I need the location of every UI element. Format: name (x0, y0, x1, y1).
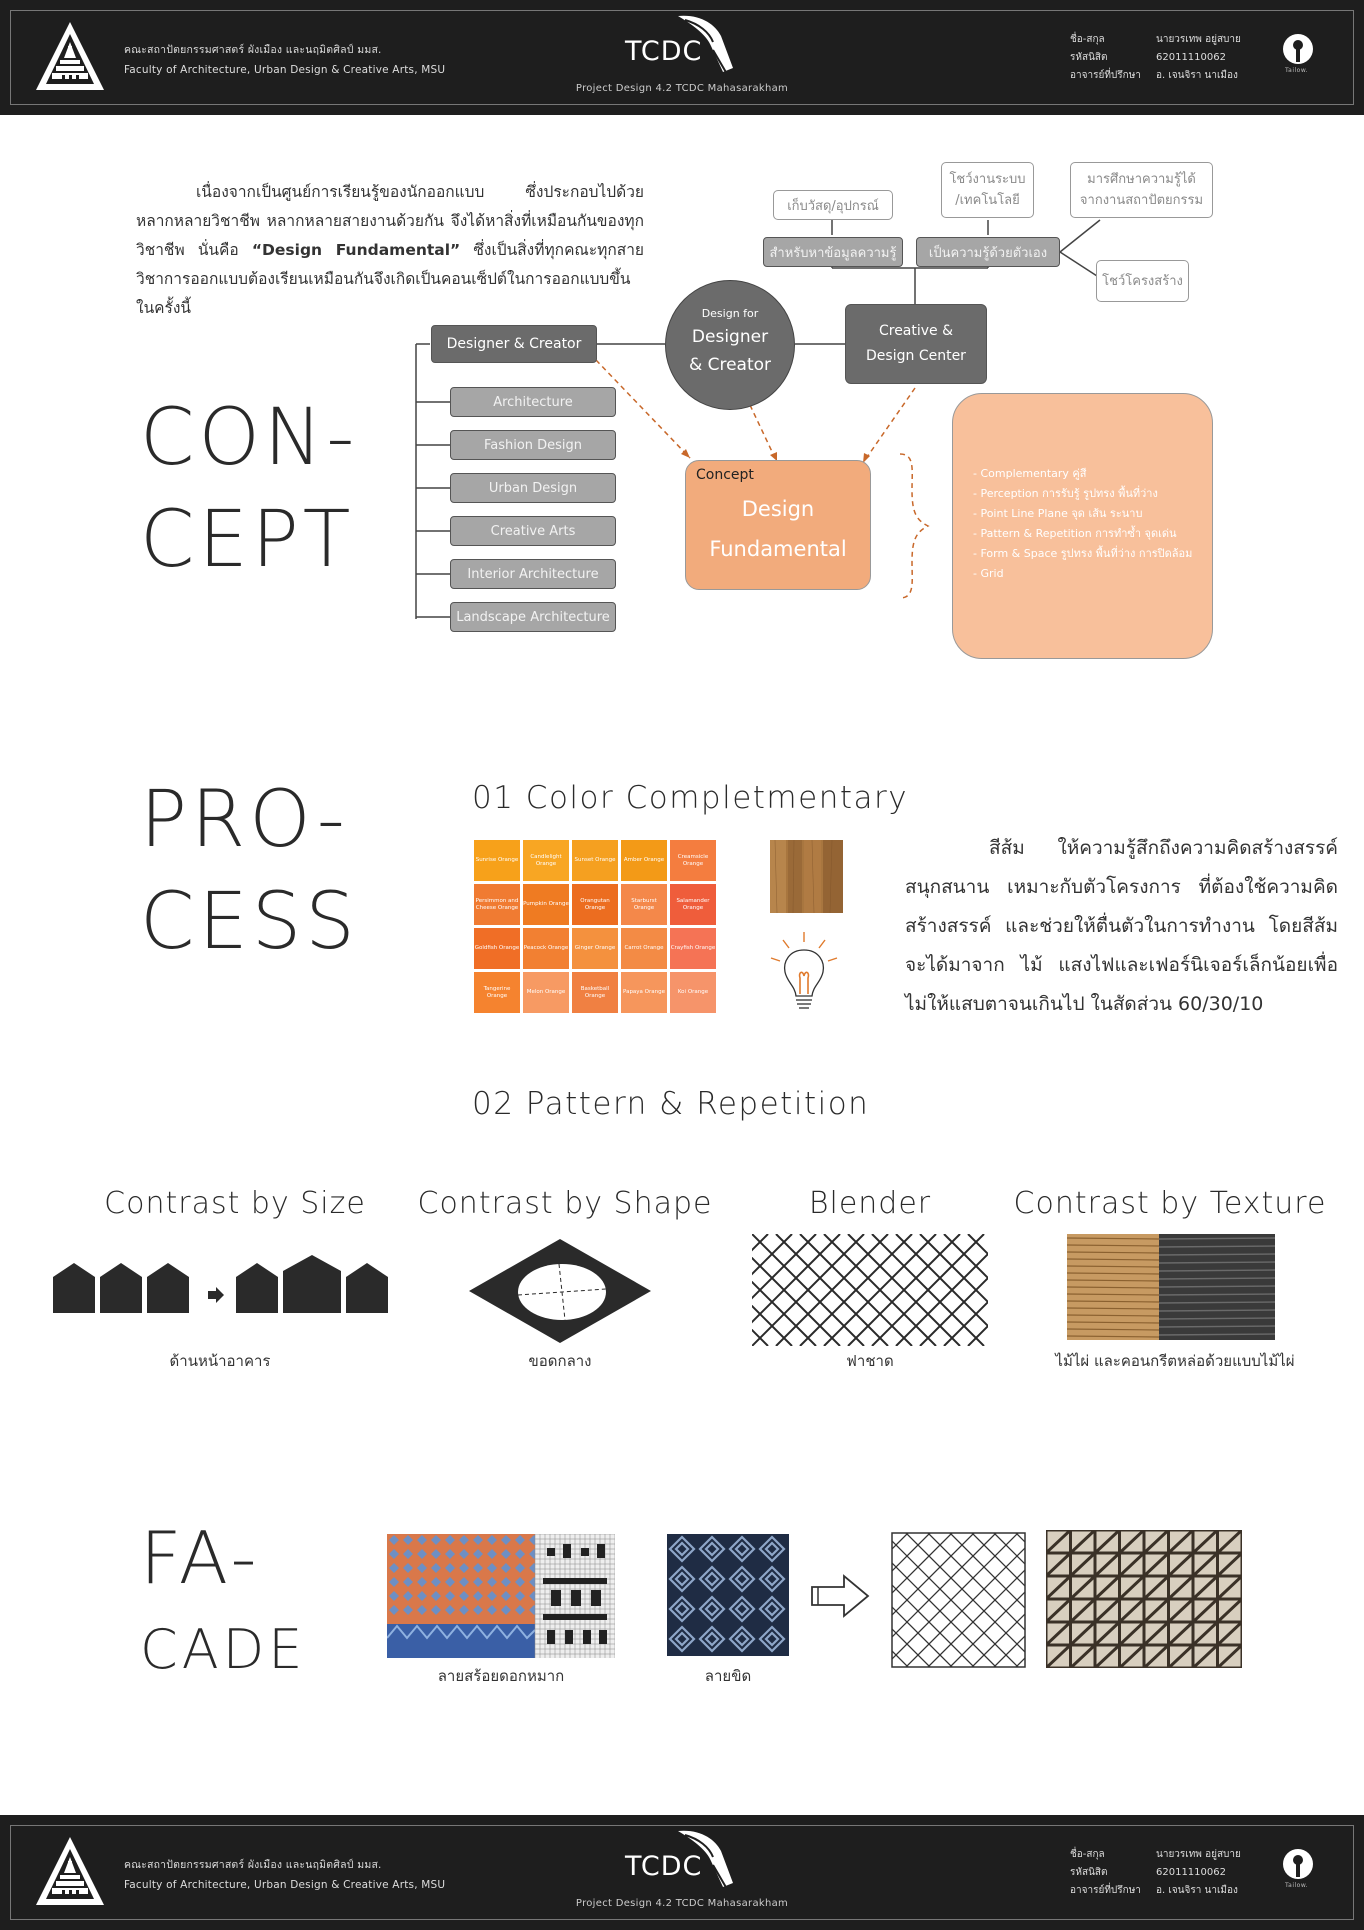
gray-box-materials: เก็บวัสดุ/อุปกรณ์ (773, 190, 893, 220)
color-swatch: Tangerine Orange (474, 972, 520, 1013)
tcdc-brand: TCDC (625, 36, 703, 67)
color-swatch: Starburst Orange (621, 884, 667, 925)
pattern-title-blender: Blender (808, 1186, 932, 1221)
pattern-title-texture: Contrast by Texture (1013, 1186, 1327, 1221)
color-swatch: Sunset Orange (572, 840, 618, 881)
faculty-name-en: Faculty of Architecture, Urban Design & Creative Arts, MSU (124, 1879, 446, 1891)
diamond-shape-icon (467, 1237, 653, 1345)
gray-box-selflearn: เป็นความรู้ด้วยตัวเอง (916, 237, 1060, 267)
designer-creator-box: Designer & Creator (431, 325, 597, 363)
info-value: อ. เจนจิรา นาเมือง (1156, 70, 1238, 81)
concept-title-2: CEPT (140, 495, 355, 585)
fund-item: - Perception การรับรู้ รูปทรง พื้นที่ว่าง (973, 487, 1158, 500)
project-title: Project Design 4.2 TCDC Mahasarakham (575, 1898, 789, 1909)
color-swatch: Goldfish Orange (474, 928, 520, 969)
concept-line-2: Fundamental (709, 537, 847, 561)
sroi-dok-mak-pattern-image (387, 1534, 615, 1658)
faculty-name-th: คณะสถาปัตยกรรมศาสตร์ ผังเมือง และนฤมิตศิลป์ มมส. (124, 44, 382, 56)
creative-line-1: Creative & (878, 323, 954, 339)
color-swatch: Sunrise Orange (474, 840, 520, 881)
intro-text-2: ซึ่งเป็นสิ่งที่ทุกคณะทุกสายวิชาการออกแบบต้องเรียนเหมือนกันจึงเกิดเป็นคอนเซ็ปต์ในการออกแบบขึ้นในครั้งนี้ (136, 241, 644, 317)
faculty-name (124, 1855, 445, 1895)
lattice-facade-icon (891, 1532, 1026, 1668)
footer-band (0, 1815, 1364, 1930)
color-swatch: Peacock Orange (523, 928, 569, 969)
info-key: อาจารย์ที่ปรึกษา (1070, 1885, 1141, 1896)
outline-tech-2: /เทคโนโลยี (955, 193, 1020, 208)
faculty-logo-icon (32, 1833, 108, 1909)
pin-logo-word: Tailow. (1285, 67, 1309, 74)
concept-design-fundamental-box (685, 460, 871, 590)
color-swatch: Pumpkin Orange (523, 884, 569, 925)
outline-tech-1: โชว์งานระบบ (949, 172, 1026, 187)
fund-item: - Point Line Plane จุด เส้น ระนาบ (973, 507, 1143, 520)
concept-title-1: CON- (140, 393, 359, 483)
caption-sroi: ลายสร้อยดอกหมาก (437, 1667, 565, 1685)
circle-small-text: Design for (701, 307, 759, 320)
major-fashion-design: Fashion Design (450, 430, 616, 460)
color-swatch: Carrot Orange (621, 928, 667, 969)
facade-title-1: FA- (140, 1516, 261, 1600)
houses-size-icon (50, 1255, 392, 1315)
color-swatch: Basketball Orange (572, 972, 618, 1013)
color-swatch: Candlelight Orange (523, 840, 569, 881)
pattern-title-shape: Contrast by Shape (417, 1186, 713, 1221)
lai-khit-pattern-image (667, 1534, 789, 1656)
fund-item: - Complementary คู่สี (973, 467, 1087, 480)
process-title-2: CESS (140, 877, 359, 967)
outline-study-1: มารศึกษาความรู้ได้ (1087, 172, 1196, 187)
color-description-text: สีส้ม ให้ความรู้สึกถึงความคิดสร้างสรรค์ สนุกสนาน เหมาะกับตัวโครงการ ที่ต้องใช้ความคิดสร้างสรรค์ และช่วยให้ตื่นตัวในการทำงาน โดยสีส้มจะได้มาจาก ไม้ แสงไฟและเฟอร์นิเจอร์เล็กน้อยเพื่อไม่ให้แสบตาจนเกินไป ในสัดส่วน 60/30/10 (905, 837, 1338, 1015)
facade-title-2: CADE (140, 1618, 307, 1681)
color-swatch: Amber Orange (621, 840, 667, 881)
faculty-name-en: Faculty of Architecture, Urban Design & Creative Arts, MSU (124, 64, 446, 76)
gray-box-info: สำหรับหาข้อมูลความรู้ (763, 237, 903, 267)
arrow-right-icon (810, 1573, 872, 1619)
fund-item: - Form & Space รูปทรง พื้นที่ว่าง การปิดล้อม (973, 547, 1193, 560)
outline-box-structure: โชว์โครงสร้าง (1096, 260, 1189, 302)
project-title: Project Design 4.2 TCDC Mahasarakham (575, 83, 789, 94)
info-value: นายวรเทพ อยู่สบาย (1156, 34, 1241, 45)
intro-text-1: เนื่องจากเป็นศูนย์การเรียนรู้ของนักออกแบบ ซึ่งประกอบไปด้วยหลากหลายวิชาชีพ หลากหลายสายงานด้วยกัน จึงได้หาสิ่งที่เหมือนกันของทุกวิชาชีพ นั่นคือ (136, 183, 644, 259)
color-heading: 01 Color Completmentary (472, 780, 909, 816)
wood-texture-image (770, 840, 843, 913)
caption-shape: ขอดกลาง (528, 1352, 592, 1370)
process-title-1: PRO- (140, 775, 349, 865)
student-info (1070, 1846, 1241, 1900)
circle-line-2: & Creator (688, 355, 772, 375)
major-landscape-architecture: Landscape Architecture (450, 602, 616, 632)
outline-box-study (1070, 162, 1213, 218)
concept-label: Concept (696, 467, 754, 483)
caption-blender: ฟาชาด (846, 1352, 894, 1370)
color-swatch: Koi Orange (670, 972, 716, 1013)
major-architecture: Architecture (450, 387, 616, 417)
facade-model-photo (1046, 1530, 1242, 1668)
pattern-title-size: Contrast by Size (104, 1186, 366, 1221)
creative-line-2: Design Center (866, 348, 966, 364)
creative-design-center-box (845, 304, 987, 384)
color-swatch: Salamander Orange (670, 884, 716, 925)
info-key: รหัสนิสิต (1070, 52, 1108, 63)
info-value: 62011110062 (1156, 52, 1226, 63)
caption-khit: ลายขิด (704, 1667, 752, 1685)
outline-box-tech (941, 162, 1034, 218)
faculty-name-th: คณะสถาปัตยกรรมศาสตร์ ผังเมือง และนฤมิตศิลป์ มมส. (124, 1859, 382, 1871)
color-description (905, 829, 1338, 1024)
bamboo-concrete-texture-image (1067, 1234, 1275, 1340)
lattice-blender-icon (752, 1234, 988, 1346)
info-key: ชื่อ-สกุล (1070, 1849, 1105, 1860)
major-interior-architecture: Interior Architecture (450, 559, 616, 589)
pin-logo-word: Tailow. (1285, 1882, 1309, 1889)
circle-line-1: Designer (691, 327, 769, 347)
info-value: อ. เจนจิรา นาเมือง (1156, 1885, 1238, 1896)
design-for-circle (665, 280, 795, 410)
outline-study-2: จากงานสถาปัตยกรรม (1079, 193, 1204, 208)
info-key: ชื่อ-สกุล (1070, 34, 1105, 45)
color-swatch: Papaya Orange (621, 972, 667, 1013)
fundamental-list-box (952, 393, 1213, 659)
caption-size: ด้านหน้าอาคาร (169, 1352, 271, 1370)
lightbulb-icon (763, 928, 845, 1018)
color-swatch: Persimmon and Cheese Orange (474, 884, 520, 925)
fund-item: - Grid (973, 567, 1004, 580)
info-key: อาจารย์ที่ปรึกษา (1070, 70, 1141, 81)
color-swatch: Orangutan Orange (572, 884, 618, 925)
pattern-heading: 02 Pattern & Repetition (472, 1086, 870, 1122)
tcdc-brand: TCDC (625, 1851, 703, 1882)
major-creative-arts: Creative Arts (450, 516, 616, 546)
color-swatch: Melon Orange (523, 972, 569, 1013)
info-value: นายวรเทพ อยู่สบาย (1156, 1849, 1241, 1860)
color-swatch: Ginger Orange (572, 928, 618, 969)
info-value: 62011110062 (1156, 1867, 1226, 1878)
color-swatch: Creamsicle Orange (670, 840, 716, 881)
concept-line-1: Design (741, 497, 815, 521)
intro-quote: “Design Fundamental” (251, 241, 461, 259)
major-urban-design: Urban Design (450, 473, 616, 503)
info-key: รหัสนิสิต (1070, 1867, 1108, 1878)
caption-texture: ไม้ไผ่ และคอนกรีตหล่อด้วยแบบไม้ไผ่ (1055, 1352, 1295, 1370)
fund-item: - Pattern & Repetition การทำซ้ำ จุดเด่น (973, 527, 1177, 540)
color-swatch: Crayfish Orange (670, 928, 716, 969)
